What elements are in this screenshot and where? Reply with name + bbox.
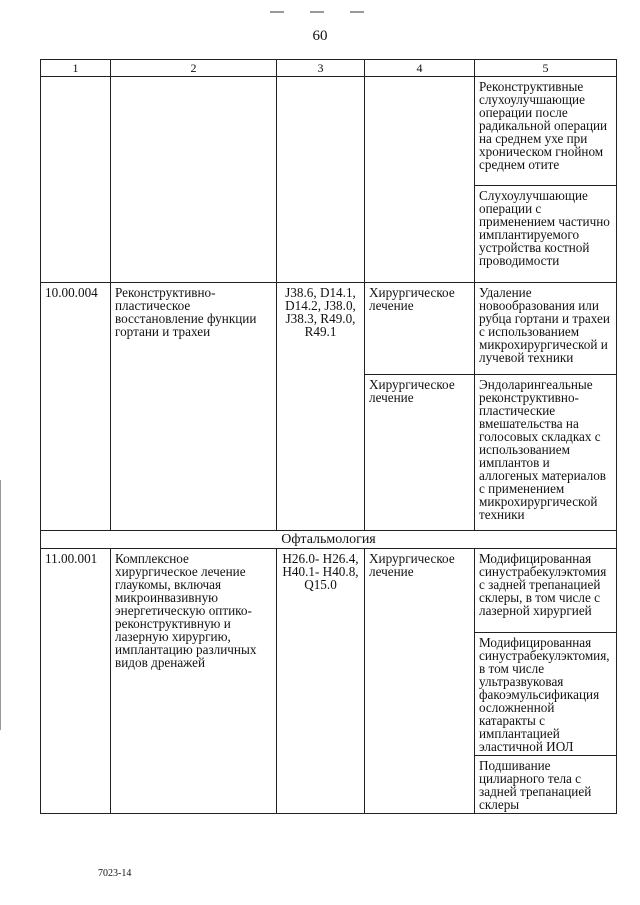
section-title: Офтальмология	[41, 531, 617, 549]
scan-edge-line	[0, 480, 5, 730]
table-row	[41, 77, 617, 186]
code-cell: 11.00.001	[41, 549, 111, 814]
table-row	[41, 549, 617, 633]
method-cell: Подшивание цилиарного тела с задней трепанацией склеры	[475, 756, 617, 814]
icd-cell: J38.6, D14.1, D14.2, J38.0, J38.3, R49.0, R49.1	[277, 283, 365, 531]
header-cell: 1	[41, 60, 111, 77]
treatment-type-cell: Хирургическое лечение	[365, 549, 475, 814]
name-cell: Реконструктивно-пластическое восстановление функции гортани и трахеи	[111, 283, 277, 531]
method-cell: Эндоларингеальные реконструктивно-пластические вмешательства на голосовых складках с использованием имплантов и аллогеных материалов с применением микрохирургической техники	[475, 375, 617, 531]
treatment-type-cell: Хирургическое лечение	[365, 375, 475, 531]
scan-top-marks	[270, 0, 390, 6]
method-cell: Реконструктивные слухоулучшающие операции после радикальной операции на среднем ухе при хроническом гнойном среднем отите	[475, 77, 617, 186]
header-cell: 5	[475, 60, 617, 77]
method-cell: Модифицированная синустрабекулэктомия, в том числе ультразвуковая факоэмульсификация осложненной катаракты с имплантацией эластичной ИОЛ	[475, 633, 617, 756]
section-row	[41, 531, 617, 549]
method-cell: Модифицированная синустрабекулэктомия с задней трепанацией склеры, в том числе с лазерной хирургией	[475, 549, 617, 633]
procedures-table	[40, 59, 617, 814]
footer-document-code: 7023-14	[98, 868, 132, 879]
page-number: 60	[312, 28, 328, 44]
method-cell: Удаление новообразования или рубца гортани и трахеи с использованием микрохирургической и лучевой техники	[475, 283, 617, 375]
treatment-type-cell: Хирургическое лечение	[365, 283, 475, 375]
method-cell: Слухоулучшающие операции с применением частично имплантируемого устройства костной проводимости	[475, 186, 617, 283]
header-cell: 2	[111, 60, 277, 77]
header-cell: 3	[277, 60, 365, 77]
header-cell: 4	[365, 60, 475, 77]
icd-cell	[277, 77, 365, 283]
code-cell: 10.00.004	[41, 283, 111, 531]
name-cell: Комплексное хирургическое лечение глаукомы, включая микроинвазивную энергетическую оптико-реконструктивную и лазерную хирургию, имплантацию различных видов дренажей	[111, 549, 277, 814]
table-header-row	[41, 60, 617, 77]
treatment-type-cell	[365, 77, 475, 283]
icd-cell: H26.0- H26.4, H40.1- H40.8, Q15.0	[277, 549, 365, 814]
name-cell	[111, 77, 277, 283]
table-row	[41, 283, 617, 375]
code-cell	[41, 77, 111, 283]
